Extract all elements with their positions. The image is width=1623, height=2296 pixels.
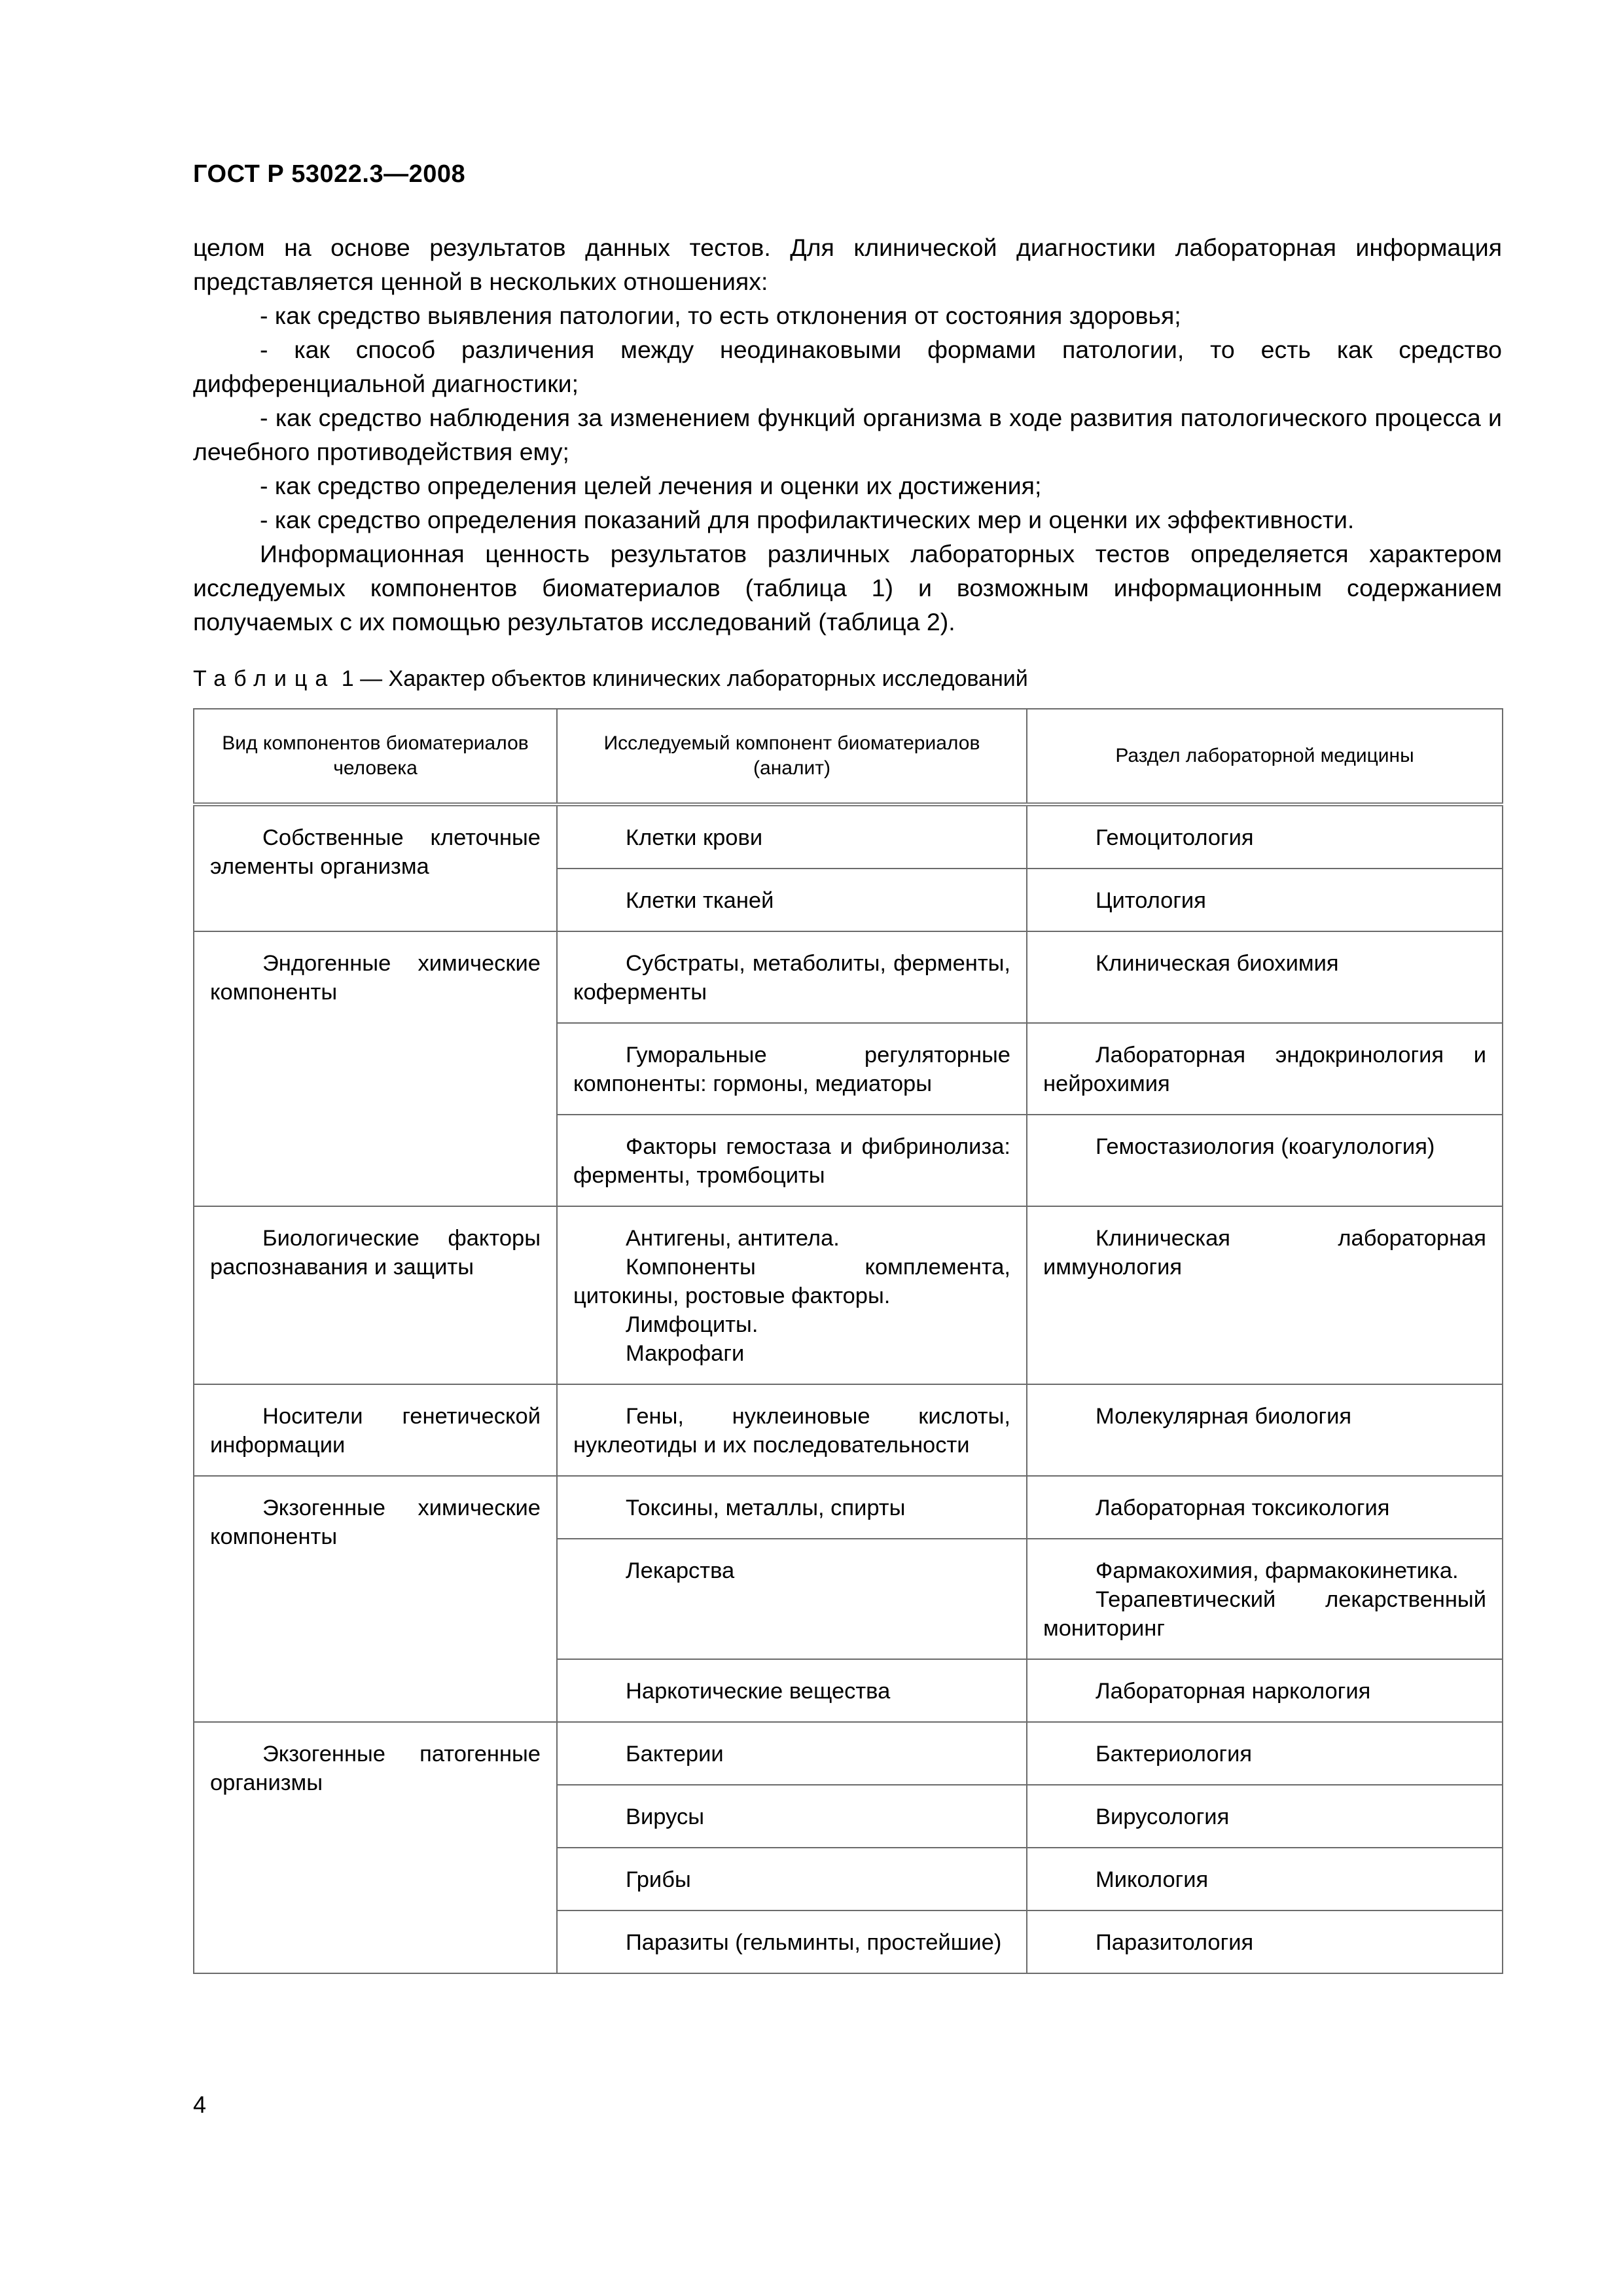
section-text: Молекулярная биология [1096, 1404, 1352, 1429]
table-body [194, 804, 1503, 1973]
analyte-cell [557, 1206, 1027, 1384]
paragraph: - как средство наблюдения за изменением функций организма в ходе развития патологического процесса и лечебного противодействия ему; [193, 404, 1502, 465]
page-number: 4 [193, 2091, 207, 2118]
section-text: Микология [1096, 1867, 1209, 1892]
section-text: Цитология [1096, 888, 1206, 913]
section-cell [1027, 1848, 1503, 1910]
category-cell [194, 1722, 557, 1973]
category-text: Биологические факторы распознавания и защиты [210, 1226, 541, 1280]
analyte-cell [557, 1659, 1027, 1722]
analyte-cell [557, 804, 1027, 869]
category-cell [194, 1476, 557, 1722]
header-analyte: Исследуемый компонент биоматериалов (аналит) [557, 709, 1027, 804]
category-text: Экзогенные химические компоненты [210, 1496, 541, 1549]
section-text: Паразитология [1096, 1930, 1254, 1955]
section-cell [1027, 1659, 1503, 1722]
analyte-cell [557, 931, 1027, 1023]
section-cell [1027, 1722, 1503, 1785]
paragraph: - как средство определения показаний для профилактических мер и оценки их эффективности. [260, 506, 1355, 533]
section-cell [1027, 931, 1503, 1023]
table-caption [193, 664, 1028, 693]
section-text: Лабораторная токсикология [1096, 1496, 1390, 1520]
analyte-text: Клетки тканей [626, 888, 774, 913]
analyte-cell [557, 1476, 1027, 1539]
analyte-text: Компоненты комплемента, цитокины, ростовые факторы. [573, 1255, 1010, 1308]
section-text: Гемоцитология [1096, 825, 1254, 850]
paragraph: Информационная ценность результатов различных лабораторных тестов определяется характером исследуемых компонентов биоматериалов (таблица 1) и возможным информационным содержанием получаемых с их помощью результатов исследований (таблица 2). [193, 540, 1502, 636]
section-text: Фармакохимия, фармакокинетика. [1096, 1558, 1459, 1583]
classification-table [193, 708, 1503, 1974]
section-text: Клиническая биохимия [1096, 951, 1339, 976]
analyte-text: Бактерии [626, 1742, 724, 1767]
section-cell [1027, 1785, 1503, 1848]
analyte-cell [557, 1384, 1027, 1476]
section-cell [1027, 869, 1503, 931]
paragraph: целом на основе результатов данных тестов. Для клинической диагностики лабораторная информация представляется ценной в нескольких отношениях: [193, 234, 1502, 295]
analyte-text: Лимфоциты. [626, 1312, 758, 1337]
analyte-cell [557, 1539, 1027, 1659]
section-cell [1027, 1539, 1503, 1659]
analyte-cell [557, 869, 1027, 931]
section-text: Вирусология [1096, 1804, 1230, 1829]
analyte-cell [557, 1848, 1027, 1910]
paragraph: - как средство выявления патологии, то есть отклонения от состояния здоровья; [260, 302, 1181, 329]
analyte-text: Грибы [626, 1867, 691, 1892]
category-text: Носители генетической информации [210, 1404, 541, 1458]
paragraph: - как способ различения между неодинаковыми формами патологии, то есть как средство дифференциальной диагностики; [193, 336, 1502, 397]
analyte-text: Факторы гемостаза и фибринолиза: ферменты, тромбоциты [573, 1134, 1010, 1188]
section-cell [1027, 1384, 1503, 1476]
analyte-cell [557, 1023, 1027, 1115]
analyte-text: Гены, нуклеиновые кислоты, нуклеотиды и их последовательности [573, 1404, 1010, 1458]
category-text: Экзогенные патогенные организмы [210, 1742, 541, 1795]
analyte-cell [557, 1722, 1027, 1785]
section-text: Бактериология [1096, 1742, 1253, 1767]
section-text: Клиническая лабораторная иммунология [1043, 1226, 1486, 1280]
analyte-cell [557, 1115, 1027, 1206]
analyte-text: Вирусы [626, 1804, 704, 1829]
table-row [194, 1206, 1503, 1384]
section-cell [1027, 1476, 1503, 1539]
analyte-text: Наркотические вещества [626, 1679, 891, 1704]
analyte-text: Клетки крови [626, 825, 763, 850]
paragraph: - как средство определения целей лечения и оценки их достижения; [260, 472, 1042, 499]
section-cell [1027, 1206, 1503, 1384]
analyte-text: Субстраты, метаболиты, ферменты, коферменты [573, 951, 1010, 1005]
category-text: Эндогенные химические компоненты [210, 951, 541, 1005]
category-text: Собственные клеточные элементы организма [210, 825, 541, 879]
category-cell [194, 804, 557, 931]
analyte-cell [557, 1785, 1027, 1848]
category-cell [194, 1206, 557, 1384]
analyte-text: Паразиты (гельминты, простейшие) [626, 1930, 1002, 1955]
category-cell [194, 1384, 557, 1476]
section-cell [1027, 804, 1503, 869]
header-category: Вид компонентов биоматериалов человека [194, 709, 557, 804]
category-cell [194, 931, 557, 1206]
analyte-cell [557, 1910, 1027, 1973]
table-caption-prefix: Таблица [193, 666, 336, 691]
section-cell [1027, 1910, 1503, 1973]
table-row [194, 931, 1503, 1023]
section-cell [1027, 1115, 1503, 1206]
table-caption-title: 1 — Характер объектов клинических лабораторных исследований [335, 666, 1028, 691]
table-row [194, 1722, 1503, 1785]
table-row [194, 804, 1503, 869]
document-header: ГОСТ Р 53022.3—2008 [193, 160, 466, 188]
table-header-row [194, 709, 1503, 804]
table-row [194, 1476, 1503, 1539]
section-text: Лабораторная наркология [1096, 1679, 1371, 1704]
section-text: Терапевтический лекарственный мониторинг [1043, 1587, 1486, 1641]
table-row [194, 1384, 1503, 1476]
analyte-text: Макрофаги [626, 1341, 745, 1366]
analyte-text: Лекарства [626, 1558, 735, 1583]
section-text: Гемостазиология (коагулология) [1096, 1134, 1435, 1159]
body-text [193, 230, 1502, 639]
header-section: Раздел лабораторной медицины [1027, 709, 1503, 804]
analyte-text: Гуморальные регуляторные компоненты: гормоны, медиаторы [573, 1043, 1010, 1096]
analyte-text: Антигены, антитела. [626, 1226, 840, 1251]
analyte-text: Токсины, металлы, спирты [626, 1496, 906, 1520]
section-text: Лабораторная эндокринология и нейрохимия [1043, 1043, 1486, 1096]
section-cell [1027, 1023, 1503, 1115]
